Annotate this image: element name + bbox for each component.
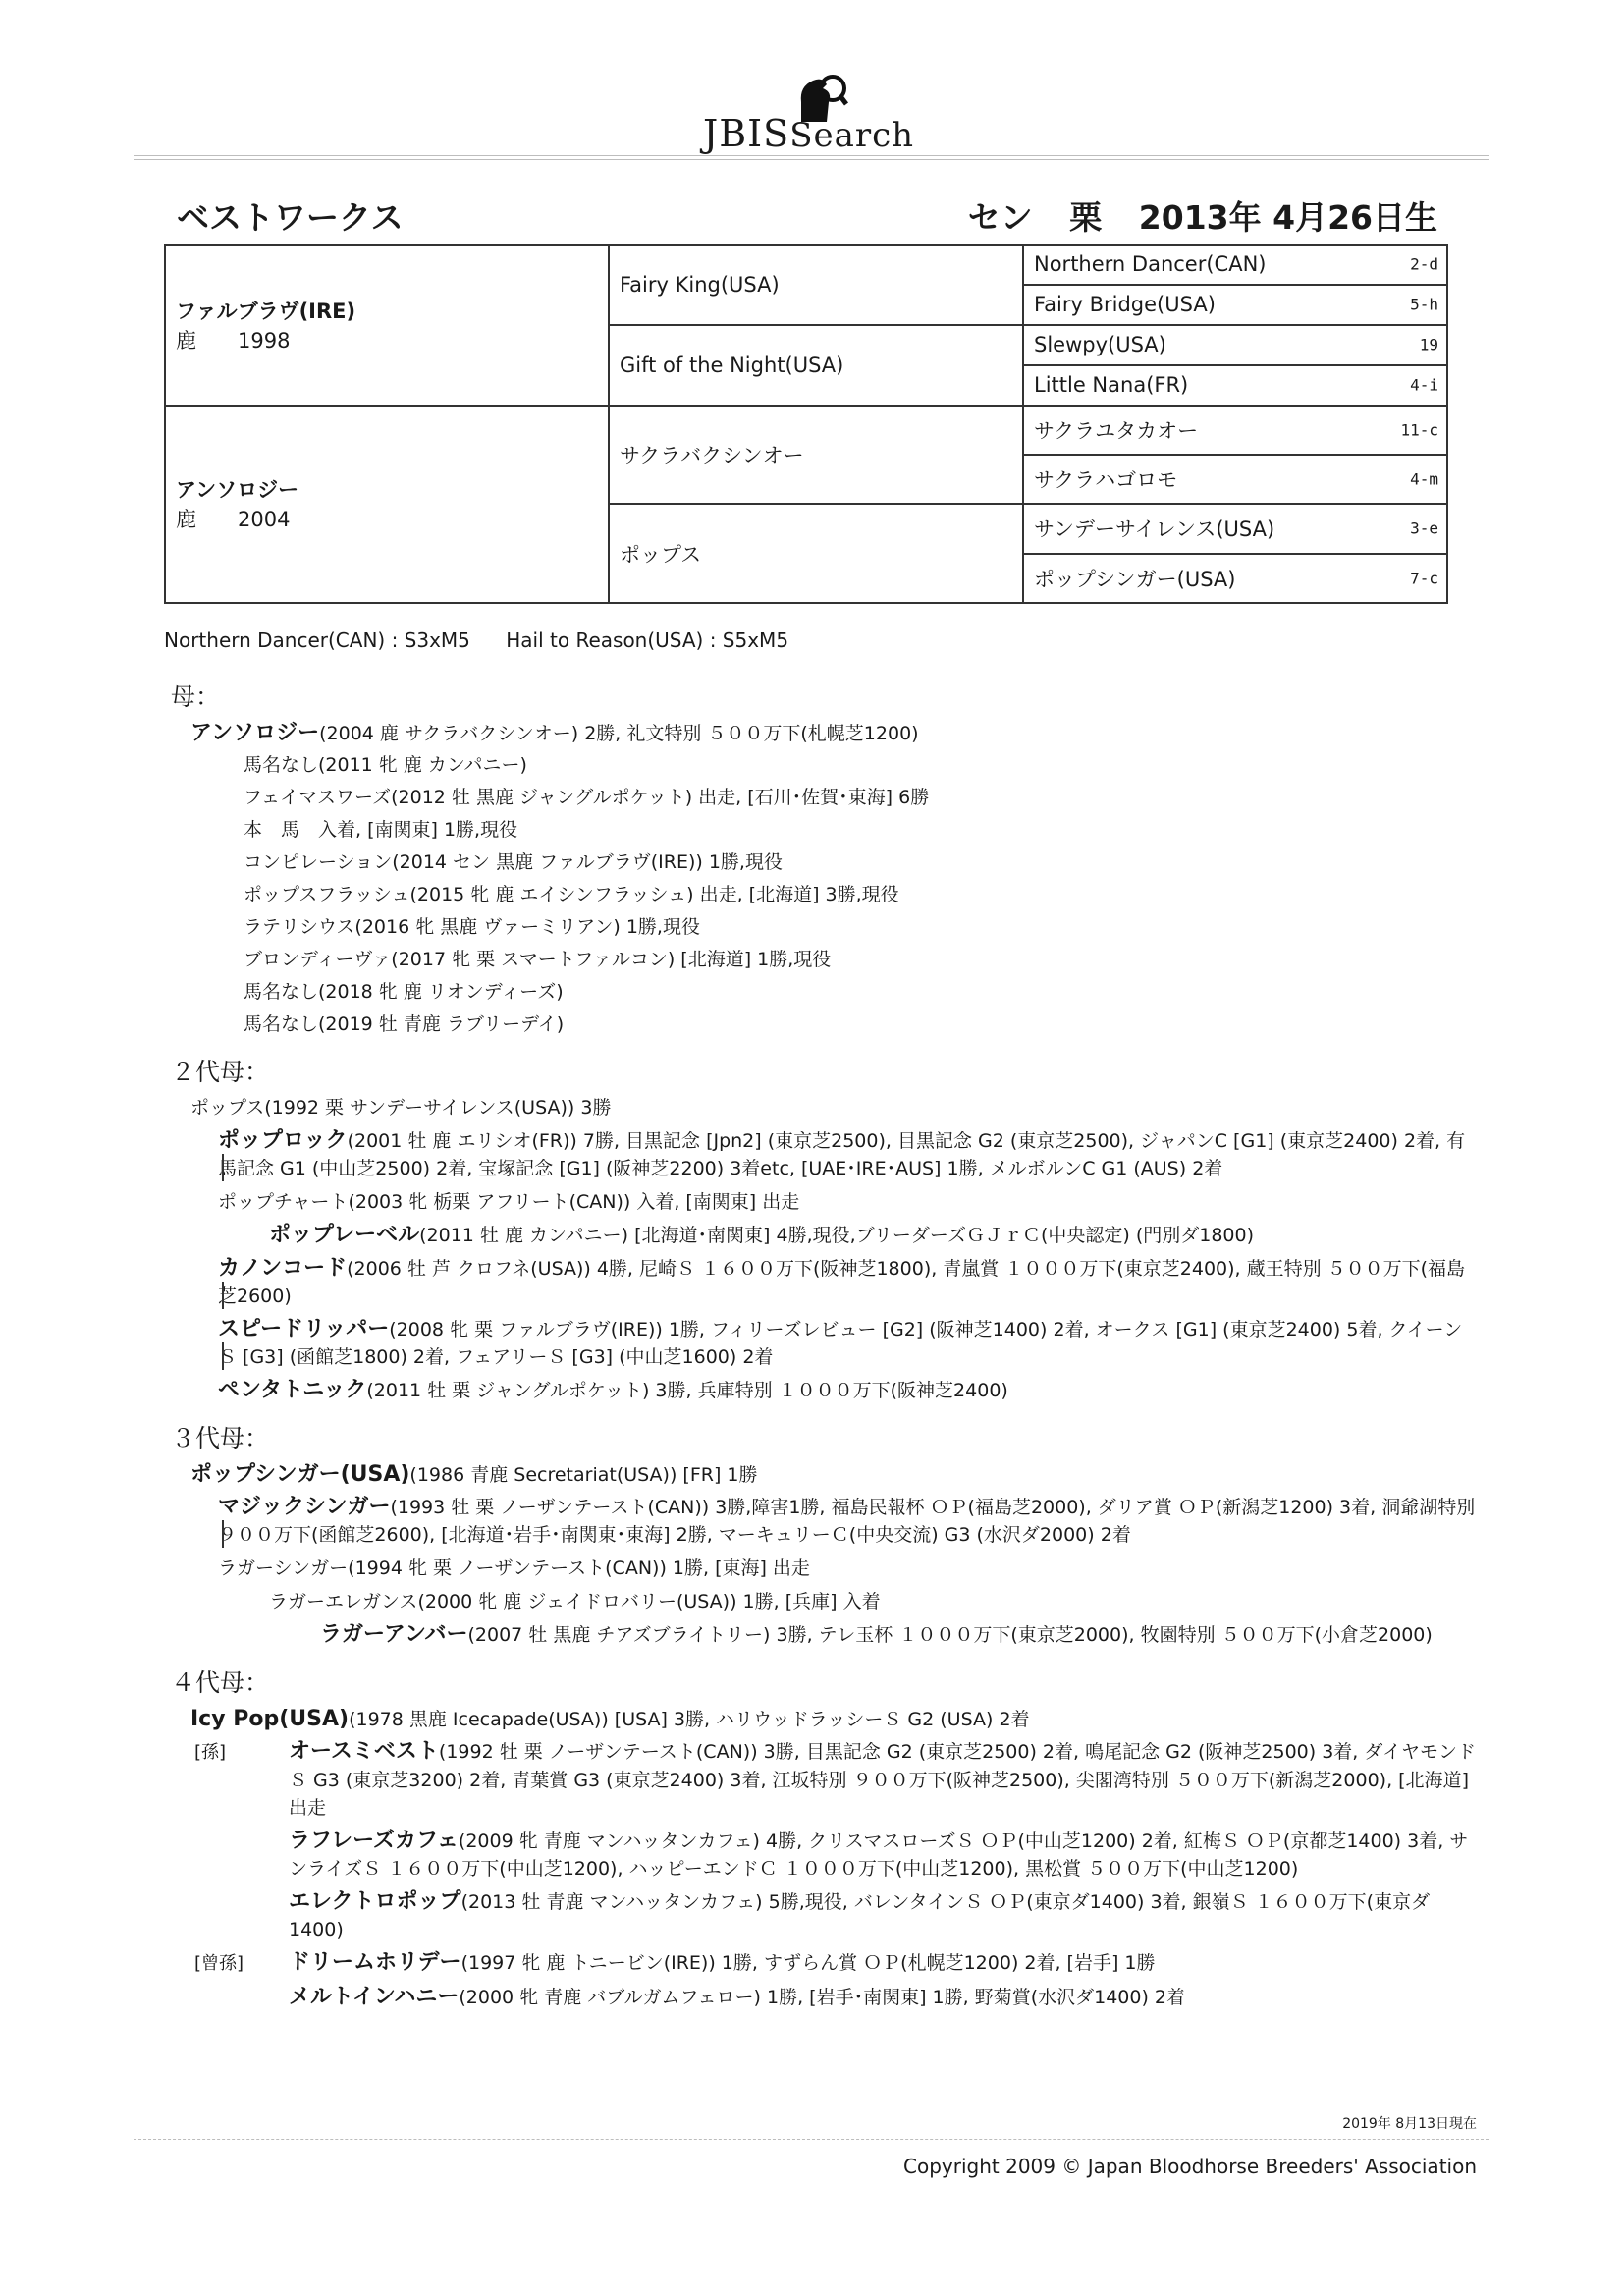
- descendant-entry: [165, 1219, 1481, 1252]
- offspring-line: 馬名なし(2018 牝 鹿 リオンディーズ): [244, 981, 564, 1003]
- family-number: 5-h: [1410, 295, 1438, 314]
- descendant-entry: [194, 1946, 1481, 1981]
- dam4-main-line: Icy Pop(USA)(1978 黒鹿 Icecapade(USA)) [USA] 3勝, ハリウッドラッシーＳ G2 (USA) 2着: [190, 1707, 1030, 1731]
- header-rule-2: [134, 159, 1489, 160]
- descendant-entry: [165, 1374, 1481, 1407]
- descendant-entry: [165, 1552, 1481, 1585]
- copyright-notice: Copyright 2009 © Japan Bloodhorse Breeders' Association: [903, 2155, 1477, 2178]
- descendant-record: (2000 牝 鹿 ジェイドロバリー(USA)) 1勝, [兵庫] 入着: [417, 1591, 881, 1613]
- descendant-record: (1997 牝 鹿 トニービン(IRE)) 1勝, すずらん賞 ＯＰ(札幌芝1200) 2着, [岩手] 1勝: [460, 1952, 1156, 1974]
- dam3-entries: [165, 1491, 1481, 1652]
- header-rule: [134, 155, 1489, 156]
- lineage-bar: [222, 1282, 224, 1309]
- descendant-record: (2007 牡 黒鹿 チアズブライトリー) 3勝, テレ玉杯 １０００万下(東京芝2000), 牧園特別 ５００万下(小倉芝2000): [467, 1624, 1433, 1646]
- family-number: 4-m: [1410, 469, 1438, 489]
- descendant-name: オースミベスト: [289, 1739, 439, 1764]
- gen3-cell: ポップシンガー(USA) 7-c: [1023, 554, 1447, 603]
- family-content: [165, 666, 1481, 2014]
- as-of-date: 2019年 8月13日現在: [1342, 2116, 1477, 2132]
- section-title-dam3: ３代母：: [171, 1424, 270, 1452]
- descendant-record: (2000 牝 青鹿 バブルガムフェロー) 1勝, [岩手･南関東] 1勝, 野菊賞(水沢ダ1400) 2着: [459, 1987, 1186, 2008]
- descendant-entry: [194, 1981, 1481, 2014]
- descendant-entry: [165, 1185, 1481, 1219]
- sire-name: ファルブラヴ(IRE): [176, 299, 356, 323]
- jbis-search-logo: [703, 69, 939, 157]
- descendant-name: マジックシンガー: [218, 1495, 391, 1519]
- gen3-cell: サンデーサイレンス(USA) 3-e: [1023, 504, 1447, 553]
- sire-sire-cell: Fairy King(USA): [609, 245, 1023, 325]
- offspring-line: コンピレーション(2014 セン 黒鹿 ファルブラヴ(IRE)) 1勝,現役: [244, 851, 783, 873]
- offspring-line: ポップスフラッシュ(2015 牝 鹿 エイシンフラッシュ) 出走, [北海道] 3勝,現役: [244, 884, 899, 905]
- offspring-line: ラテリシウス(2016 牝 黒鹿 ヴァーミリアン) 1勝,現役: [244, 916, 700, 938]
- sire-year: 1998: [238, 328, 291, 353]
- descendant-entry: [194, 1825, 1481, 1886]
- descendant-entry: [165, 1252, 1481, 1313]
- offspring-line: フェイマスワーズ(2012 牡 黒鹿 ジャングルポケット) 出走, [石川･佐賀･東海] 6勝: [244, 787, 930, 808]
- descendant-record: (2001 牡 鹿 エリシオ(FR)) 7勝, 目黒記念 [Jpn2] (東京芝2500), 目黒記念 G2 (東京芝2500), ジャパンC [G1] (東京芝2400) 2着, 有馬記念 G1 (中山芝2500) 2着, 宝塚記念 [G1] (阪神芝2200) 3着etc, [UAE･IRE･AUS] 1勝, メルボルンC G1 (AUS) 2着: [218, 1130, 1466, 1179]
- descendant-entry: [165, 1585, 1481, 1618]
- family-number: 2-d: [1410, 254, 1438, 274]
- lineage-bar: [222, 1154, 224, 1181]
- descendant-record: (2011 牡 栗 ジャングルポケット) 3勝, 兵庫特別 １０００万下(阪神芝2400): [366, 1380, 1008, 1401]
- dam2-main-line: ポップス(1992 栗 サンデーサイレンス(USA)) 3勝: [190, 1097, 612, 1119]
- section-title-dam: 母：: [171, 683, 221, 711]
- descendant-record: (1993 牡 栗 ノーザンテースト(CAN)) 3勝,障害1勝, 福島民報杯 ＯＰ(福島芝2000), ダリア賞 ＯＰ(新潟芝1200) 3着, 洞爺湖特別 ９００万下(函館芝2600), [北海道･岩手･南関東･東海] 2勝, マーキュリーＣ(中央交流) G3 (水沢ダ2000) 2着: [218, 1497, 1476, 1546]
- descendant-entry: [194, 1886, 1481, 1946]
- gen3-cell: Slewpy(USA) 19: [1023, 325, 1447, 365]
- inbreeding-line: [164, 629, 788, 652]
- descendant-entry: [165, 1313, 1481, 1374]
- family-number: 19: [1419, 335, 1438, 355]
- dam3-main-line: ポップシンガー(USA)(1986 青鹿 Secretariat(USA)) [FR] 1勝: [190, 1462, 758, 1487]
- offspring-line: 馬名なし(2019 牡 青鹿 ラブリーデイ): [244, 1013, 565, 1035]
- descendant-entry: [165, 1124, 1481, 1185]
- dam-color: 鹿: [176, 508, 196, 532]
- dam-main-line: アンソロジー(2004 鹿 サクラバクシンオー) 2勝, 礼文特別 ５００万下(札幌芝1200): [190, 721, 919, 745]
- horse-birth: 2013年 4月26日生: [1138, 198, 1437, 237]
- dam-dam-cell: ポップス: [609, 504, 1023, 603]
- lineage-bar: [222, 1520, 224, 1548]
- descendant-name: ドリームホリデー: [289, 1950, 461, 1975]
- family-number: 3-e: [1410, 519, 1438, 538]
- footer-rule: [134, 2139, 1489, 2140]
- descendant-name: ポップチャート: [218, 1191, 349, 1213]
- descendant-name: エレクトロポップ: [289, 1889, 461, 1914]
- descendant-record: (2011 牡 鹿 カンパニー) [北海道･南関東] 4勝,現役,ブリーダーズＧＪｒＣ(中央認定) (門別ダ1800): [419, 1225, 1254, 1246]
- descendant-entry: [165, 1491, 1481, 1552]
- gen3-cell: Fairy Bridge(USA) 5-h: [1023, 285, 1447, 325]
- offspring-line: ブロンディーヴァ(2017 牝 栗 スマートファルコン) [北海道] 1勝,現役: [244, 949, 832, 970]
- inbreeding-item: Hail to Reason(USA) : S5xM5: [506, 629, 789, 652]
- dam-offspring-list: [165, 749, 1481, 1041]
- lineage-bar: [222, 1342, 224, 1370]
- gen3-cell: サクラハゴロモ 4-m: [1023, 455, 1447, 504]
- descendant-entry: [165, 1618, 1481, 1652]
- offspring-line: 馬名なし(2011 牝 鹿 カンパニー): [244, 754, 527, 776]
- horse-color: 栗: [1069, 198, 1103, 237]
- section-title-dam2: ２代母：: [171, 1058, 270, 1086]
- family-number: 11-c: [1400, 420, 1438, 440]
- pedigree-table: [164, 244, 1448, 604]
- dam-cell: [165, 406, 609, 603]
- horse-meta: [943, 192, 1437, 239]
- descendant-record: (2008 牝 栗 ファルブラヴ(IRE)) 1勝, フィリーズレビュー [G2] (阪神芝1400) 2着, オークス [G1] (東京芝2400) 5着, クイーンＳ [G3] (函館芝1800) 2着, フェアリーＳ [G3] (中山芝1600) 2着: [218, 1319, 1463, 1368]
- family-number: 4-i: [1410, 375, 1438, 395]
- dam4-entries: [165, 1735, 1481, 2014]
- descendant-record: (2006 牡 芦 クロフネ(USA)) 4勝, 尼崎Ｓ １６００万下(阪神芝1800), 青嵐賞 １０００万下(東京芝2400), 蔵王特別 ５００万下(福島芝2600): [218, 1258, 1466, 1307]
- descendant-record: (2009 牝 青鹿 マンハッタンカフェ) 4勝, クリスマスローズＳ ＯＰ(中山芝1200) 2着, 紅梅Ｓ ＯＰ(京都芝1400) 3着, サンライズＳ １６００万下(中山芝1200), ハッピーエンドＣ １０００万下(中山芝1200), 黒松賞 ５００万下(中山芝1200): [289, 1831, 1469, 1880]
- descendant-record: (1992 牡 栗 ノーザンテースト(CAN)) 3勝, 目黒記念 G2 (東京芝2500) 2着, 鳴尾記念 G2 (阪神芝2500) 3着, ダイヤモンドＳ G3 (東京芝3200) 2着, 青葉賞 G3 (東京芝2400) 3着, 江坂特別 ９００万下(阪神芝2500), 尖閣湾特別 ５００万下(新潟芝2000), [北海道] 出走: [289, 1741, 1476, 1819]
- dam-sire-cell: サクラバクシンオー: [609, 406, 1023, 505]
- descendant-name: ペンタトニック: [218, 1378, 367, 1402]
- horse-sex: セン: [967, 198, 1033, 237]
- family-number: 7-c: [1410, 569, 1438, 588]
- gen3-cell: Little Nana(FR) 4-i: [1023, 365, 1447, 406]
- sire-dam-cell: Gift of the Night(USA): [609, 325, 1023, 406]
- logo-text-search: Search: [789, 116, 915, 155]
- descendant-name: ラガーシンガー: [218, 1558, 349, 1579]
- descendant-record: (1994 牝 栗 ノーザンテースト(CAN)) 1勝, [東海] 出走: [348, 1558, 810, 1579]
- logo-text-jbis: JBIS: [703, 112, 790, 155]
- descendant-record: (2003 牝 栃栗 アフリート(CAN)) 入着, [南関東] 出走: [348, 1191, 800, 1213]
- descendant-name: ラガーエレガンス: [269, 1591, 418, 1613]
- section-title-dam4: ４代母：: [171, 1668, 270, 1697]
- descendant-entry: [194, 1735, 1481, 1825]
- descendant-name: ラガーアンバー: [320, 1622, 468, 1647]
- descendant-name: ポップレーベル: [269, 1223, 420, 1247]
- descendant-name: スピードリッパー: [218, 1317, 390, 1341]
- generation-mark: [曾孫]: [194, 1953, 244, 1974]
- descendant-name: ポップロック: [218, 1128, 348, 1153]
- descendant-name: メルトインハニー: [289, 1985, 460, 2009]
- generation-mark: [孫]: [194, 1742, 227, 1763]
- dam-year: 2004: [238, 508, 291, 532]
- horse-name: ベストワークス: [177, 198, 404, 237]
- offspring-line: 本 馬 入着, [南関東] 1勝,現役: [244, 819, 518, 841]
- descendant-record: (2013 牡 青鹿 マンハッタンカフェ) 5勝,現役, バレンタインＳ ＯＰ(東京ダ1400) 3着, 銀嶺Ｓ １６００万下(東京ダ1400): [289, 1891, 1431, 1941]
- gen3-cell: サクラユタカオー 11-c: [1023, 406, 1447, 455]
- dam-name: アンソロジー: [176, 478, 299, 503]
- gen3-cell: Northern Dancer(CAN) 2-d: [1023, 245, 1447, 285]
- sire-color: 鹿: [176, 328, 196, 353]
- dam2-entries: [165, 1124, 1481, 1407]
- inbreeding-item: Northern Dancer(CAN) : S3xM5: [164, 629, 470, 652]
- sire-cell: [165, 245, 609, 406]
- descendant-name: ラフレーズカフェ: [289, 1829, 459, 1853]
- descendant-name: カノンコード: [218, 1256, 348, 1281]
